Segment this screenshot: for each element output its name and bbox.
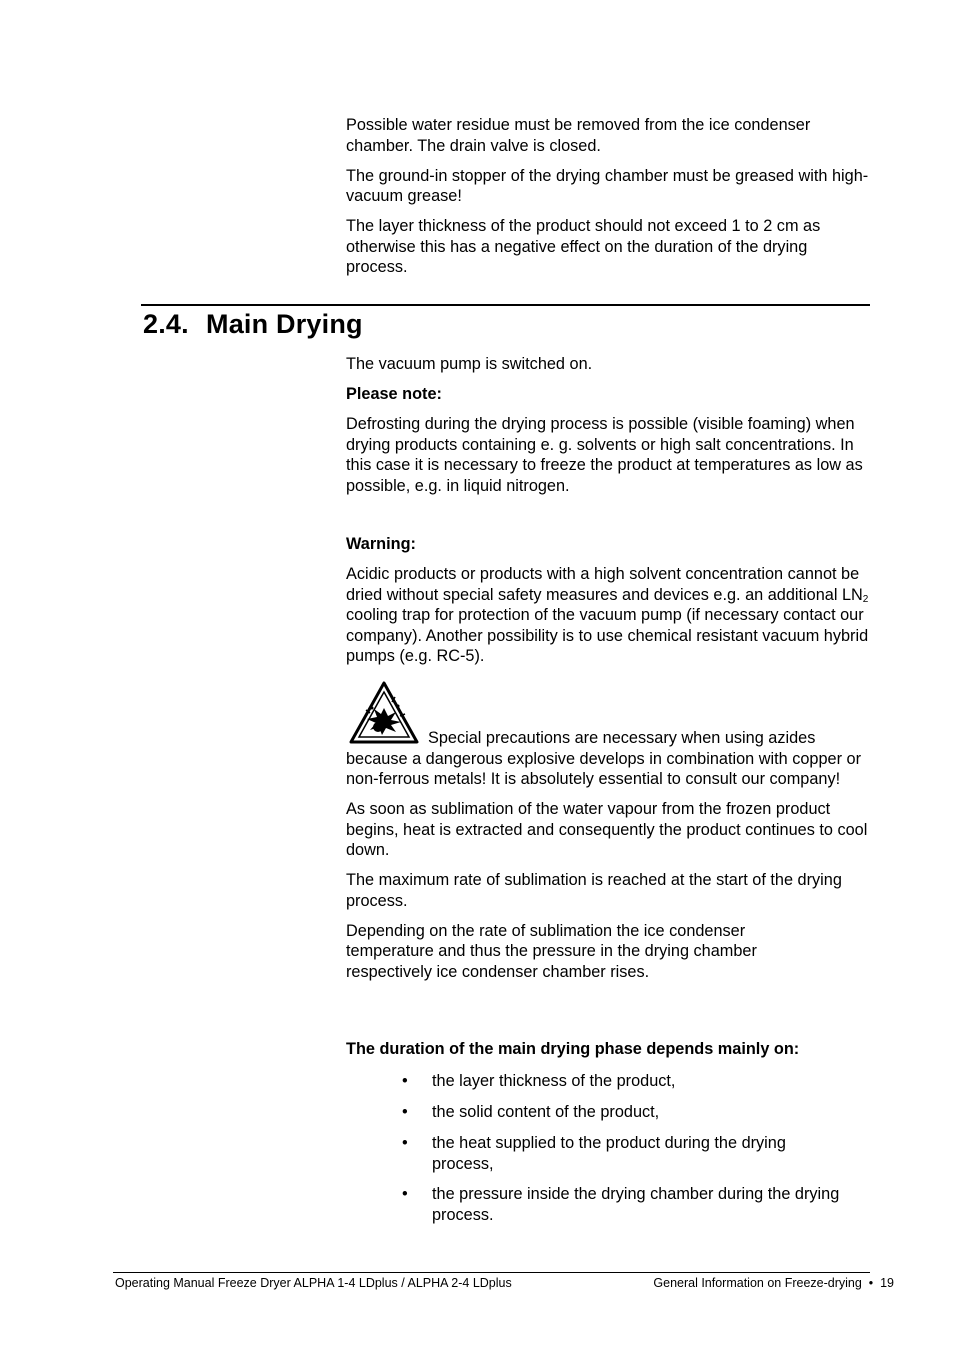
list-item-text: the heat supplied to the product during the drying process,	[432, 1134, 786, 1173]
list-item-text: the solid content of the product,	[432, 1103, 660, 1121]
note-block	[346, 354, 878, 496]
depending-paragraph: Depending on the rate of sublimation the ice condenser temperature and thus the pressure in the drying chamber respectively ice condenser chamber rises.	[346, 921, 757, 981]
azide-text: Special precautions are necessary when using azides because a dangerous explosive develops in combination with copper or non-ferrous metals! It is absolutely essential to consult our company!	[346, 729, 861, 788]
footer-manual-title: Operating Manual Freeze Dryer ALPHA 1-4 LDplus / ALPHA 2-4 LDplus	[115, 1276, 512, 1290]
footer-chapter-page: General Information on Freeze-drying • 19	[653, 1276, 894, 1290]
warning-paragraph	[346, 564, 872, 667]
warning-subscript: 2	[862, 593, 869, 605]
note-heading: Please note:	[346, 385, 442, 403]
azide-block	[346, 728, 878, 982]
duration-block	[346, 1039, 878, 1060]
azide-paragraph	[346, 728, 866, 790]
max-rate-paragraph: The maximum rate of sublimation is reached at the start of the drying process.	[346, 871, 842, 910]
bullet-icon: •	[402, 1185, 408, 1203]
bullet-icon: •	[402, 1103, 408, 1121]
intro-paragraph-1: Possible water residue must be removed from the ice condenser chamber. The drain valve is closed.	[346, 116, 811, 155]
warning-heading: Warning:	[346, 535, 416, 553]
section-title: Main Drying	[206, 309, 363, 339]
bullet-icon: •	[402, 1072, 408, 1090]
intro-paragraph-2: The ground-in stopper of the drying chamber must be greased with high-vacuum grease!	[346, 166, 869, 205]
vacuum-paragraph: The vacuum pump is switched on.	[346, 355, 593, 373]
note-paragraph: Defrosting during the drying process is possible (visible foaming) when drying products containing e. g. solvents or high salt concentrations. In this case it is necessary to freeze the product at temperatures as low as possible, e.g. in liquid nitrogen.	[346, 415, 863, 495]
intro-block	[346, 115, 878, 278]
section-rule	[141, 304, 870, 306]
warning-text-end: cooling trap for protection of the vacuum pump (if necessary contact our company). Another possibility is to use chemical resistant vacuum hybrid pumps (e.g. RC-5).	[346, 606, 869, 665]
footer-rule	[113, 1272, 870, 1273]
intro-paragraph-3: The layer thickness of the product should not exceed 1 to 2 cm as otherwise this has a negative effect on the duration of the drying process.	[346, 217, 821, 276]
duration-heading: The duration of the main drying phase depends mainly on:	[346, 1040, 800, 1058]
warning-text-start: Acidic products or products with a high solvent concentration cannot be dried without special safety measures and devices e.g. an additional LN	[346, 565, 863, 604]
sublimation-paragraph: As soon as sublimation of the water vapour from the frozen product begins, heat is extracted and consequently the product continues to cool down.	[346, 800, 868, 859]
warning-block	[346, 534, 878, 667]
bullet-icon: •	[402, 1134, 408, 1152]
section-number: 2.4.	[143, 309, 189, 339]
list-item-text: the pressure inside the drying chamber during the drying process.	[432, 1185, 840, 1224]
list-item-text: the layer thickness of the product,	[432, 1072, 676, 1090]
section-heading	[143, 307, 363, 341]
